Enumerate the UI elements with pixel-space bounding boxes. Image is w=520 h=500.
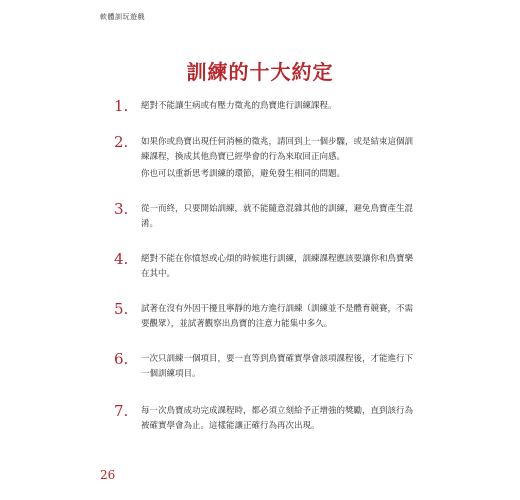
rule-item — [114, 135, 414, 182]
rule-number: 6. — [114, 350, 129, 368]
rule-body — [141, 352, 414, 382]
page-number: 26 — [100, 468, 116, 482]
rule-text: 你也可以重新思考訓練的環節，避免發生相同的問題。 — [141, 169, 346, 179]
rule-number: 2. — [114, 133, 129, 151]
rule-item — [114, 202, 414, 232]
rule-body — [141, 252, 414, 282]
rule-text: 如果你或鳥寶出現任何消極的徵兆，請回到上一個步驟，或是結束這個訓練課程，換成其他鳥寶已經學會的行為來取回正向感。 — [141, 137, 414, 162]
rule-body — [141, 99, 337, 114]
rule-text: 絕對不能讓生病或有壓力徵兆的鳥寶進行訓練課程。 — [141, 101, 337, 111]
rule-item — [114, 404, 414, 434]
rule-text: 試著在沒有外因干擾且寧靜的地方進行訓練（訓練並不是體育競賽，不需要觀眾），並試著觀察出鳥寶的注意力能集中多久。 — [141, 304, 414, 329]
page-title: 訓練的十大約定 — [186, 60, 334, 84]
rule-item — [114, 252, 414, 282]
running-header: 軟體訓玩遊戲 — [100, 13, 145, 21]
rule-number: 1. — [114, 97, 129, 115]
rule-number: 4. — [114, 250, 129, 268]
rule-text: 絕對不能在你憤怒或心煩的時候進行訓練，訓練課程應該要讓你和鳥寶樂在其中。 — [141, 254, 414, 279]
rule-body — [141, 135, 414, 182]
rule-body — [141, 404, 414, 434]
rule-number: 3. — [114, 200, 129, 218]
rule-number: 5. — [114, 300, 129, 318]
rule-item — [114, 302, 414, 332]
rule-item — [114, 99, 337, 114]
rule-text: 每一次鳥寶成功完成課程時，都必須立刻給予正增強的獎勵，直到該行為被確實學會為止。這樣能讓正確行為再次出現。 — [141, 406, 414, 431]
rule-item — [114, 352, 414, 382]
rule-text: 從一而終，只要開始訓練，就不能隨意混雜其他的訓練，避免鳥寶產生混淆。 — [141, 204, 414, 229]
rule-number: 7. — [114, 402, 129, 420]
rule-text: 一次只訓練一個項目，要一直等到鳥寶確實學會該項課程後，才能進行下一個訓練項目。 — [141, 354, 414, 379]
rule-body — [141, 302, 414, 332]
rule-body — [141, 202, 414, 232]
